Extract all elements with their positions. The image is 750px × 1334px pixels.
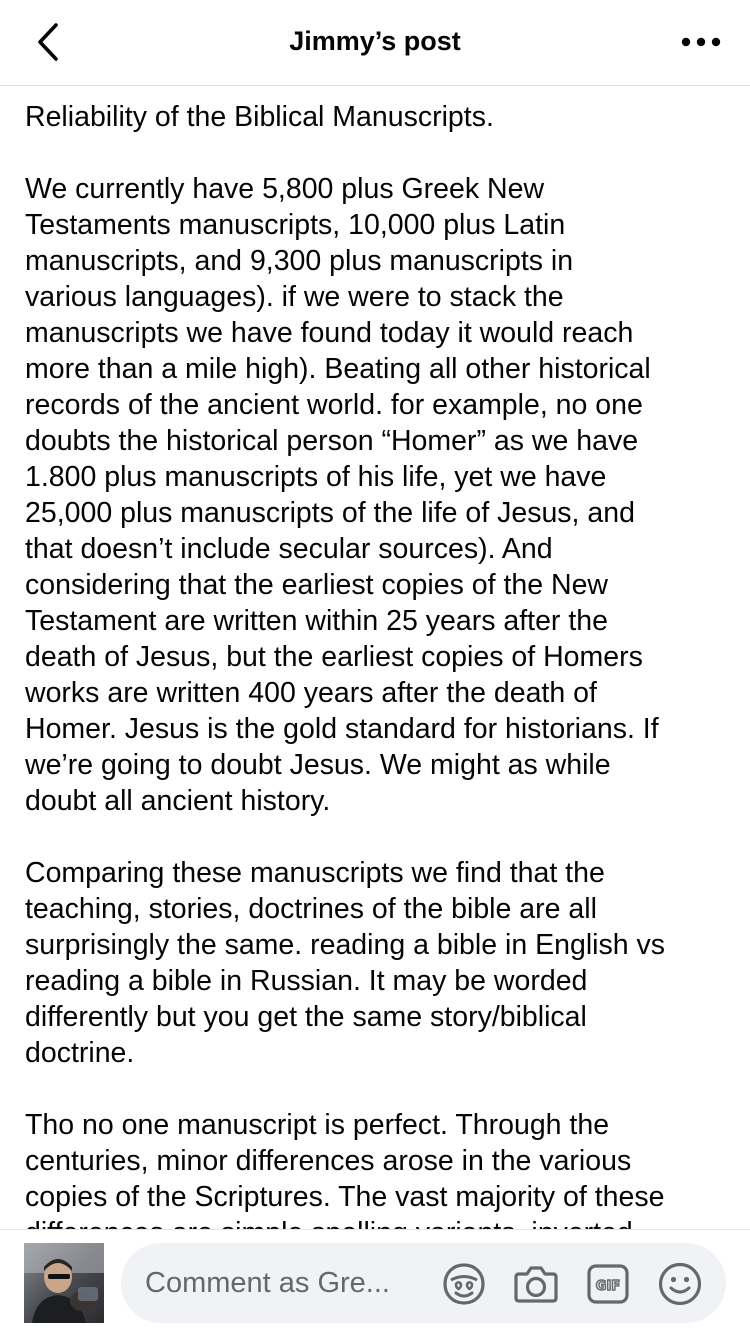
page-title: Jimmy’s post [289, 26, 461, 56]
comment-placeholder: Comment as Gre... [145, 1267, 390, 1299]
emoji-button[interactable] [656, 1260, 704, 1308]
post-paragraph: Tho no one manuscript is perfect. Through the centuries, minor differences arose in the various copies of the Scriptures. The vast majority of these [25, 1109, 665, 1213]
post-text [0, 87, 750, 1251]
more-horizontal-icon [681, 37, 721, 47]
user-avatar[interactable] [24, 1243, 104, 1323]
gif-icon [586, 1263, 630, 1305]
post-paragraph: Reliability of the Biblical Manuscripts. [25, 101, 494, 133]
post-content[interactable] [0, 87, 750, 1229]
sticker-button[interactable] [440, 1260, 488, 1308]
camera-button[interactable] [512, 1260, 560, 1308]
emoji-icon [657, 1261, 703, 1307]
sticker-icon [441, 1261, 487, 1307]
post-paragraph: Comparing these manuscripts we find that the teaching, stories, doctrines of the bible are all surprisingly the same. reading a bible in English vs reading a bible in Russian. It may be worded differently but you get the same story/biblical doctrine. [25, 857, 665, 1069]
top-bar [0, 0, 750, 86]
more-options-button[interactable] [676, 22, 726, 62]
comment-input[interactable] [121, 1243, 726, 1323]
gif-button[interactable] [584, 1260, 632, 1308]
camera-icon [513, 1263, 559, 1305]
post-paragraph: We currently have 5,800 plus Greek New Testaments manuscripts, 10,000 plus Latin manuscripts, and 9,300 plus manuscripts in various languages). if we were to stack the manuscripts we have found today it would reach more than a mile high). Beating all other historical records of the ancient world. for example, no one doubts the historical person “Homer” as we have 1.800 plus manuscripts of his life, yet we have 25,000 plus manuscripts of the life of Jesus, and that doesn’t include secular sources). And considering that the earliest copies of the New Testament are written within 25 years after the death of Jesus, but the earliest copies of Homers works are written 400 years after the death of Homer. Jesus is the gold standard for historians. If we’re going to doubt Jesus. We might as while doubt all ancient history. [25, 173, 659, 817]
svg-text:GIF: GIF [595, 1279, 621, 1294]
avatar-image [24, 1243, 104, 1323]
comment-bar [0, 1229, 750, 1334]
